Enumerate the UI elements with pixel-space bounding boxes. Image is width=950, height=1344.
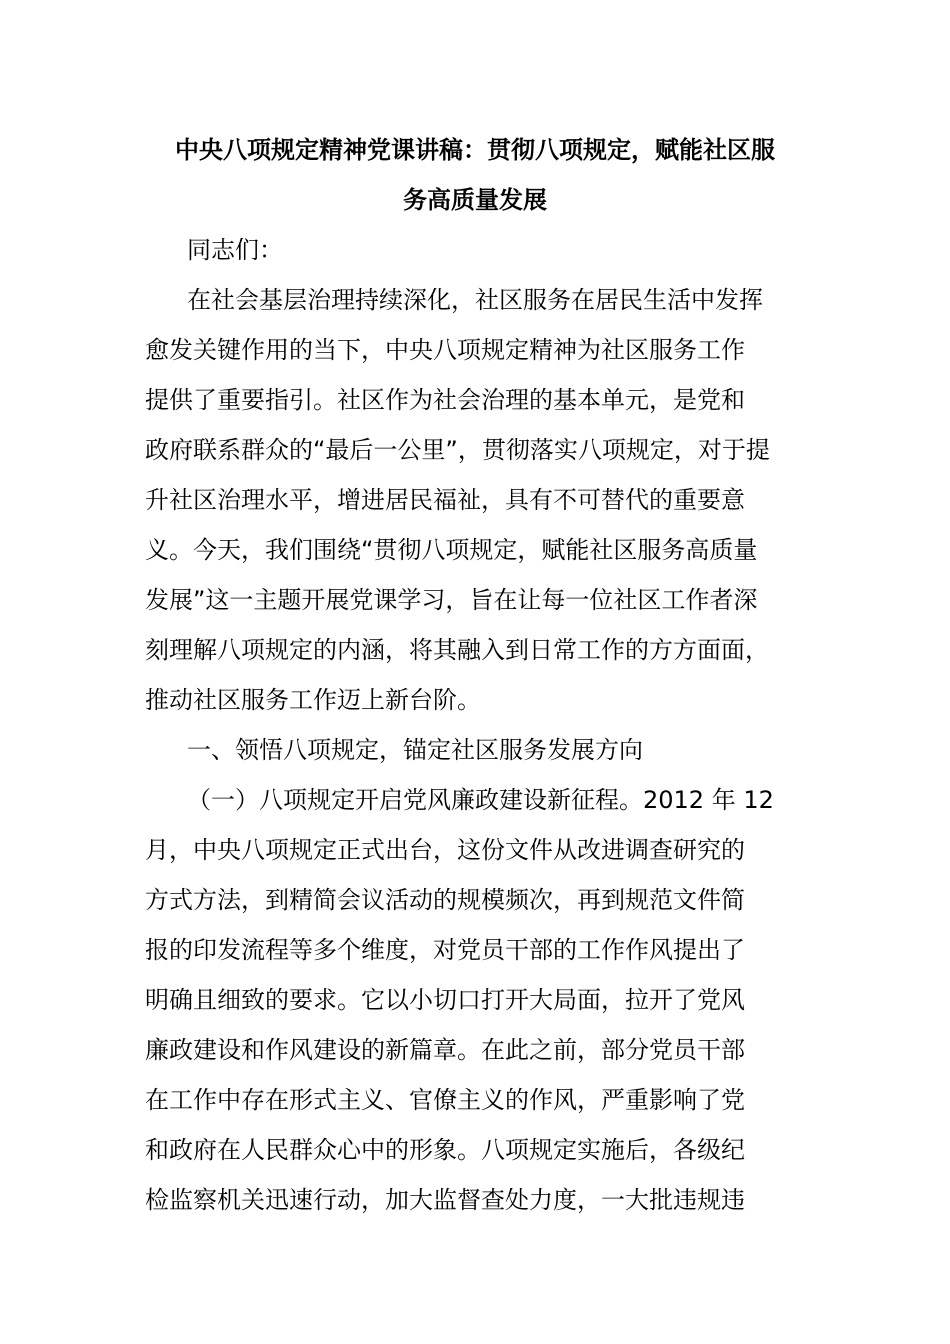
paragraph-1-line: 愈发关键作用的当下，中央八项规定精神为社区服务工作 [145, 336, 745, 364]
section-1-heading: 一、领悟八项规定，锚定社区服务发展方向 [187, 736, 643, 764]
subsection-1-line: 方式方法，到精简会议活动的规模频次，再到规范文件简 [145, 886, 745, 914]
document-title-line-1: 中央八项规定精神党课讲稿：贯彻八项规定，赋能社区服 [175, 136, 775, 164]
subsection-1-line: 检监察机关迅速行动，加大监督查处力度，一大批违规违 [145, 1186, 745, 1214]
paragraph-1-line: 在社会基层治理持续深化，社区服务在居民生活中发挥 [187, 286, 763, 314]
document-title-line-2: 务高质量发展 [403, 186, 547, 214]
paragraph-1-line: 政府联系群众的“最后一公里”，贯彻落实八项规定，对于提 [145, 436, 770, 464]
paragraph-1-line: 升社区治理水平，增进居民福祉，具有不可替代的重要意 [145, 486, 745, 514]
subsection-1-line: 在工作中存在形式主义、官僚主义的作风，严重影响了党 [145, 1086, 745, 1114]
salutation: 同志们： [187, 236, 283, 264]
subsection-1-line: （一）八项规定开启党风廉政建设新征程。2012 年 12 [187, 786, 774, 814]
paragraph-1-line: 义。今天，我们围绕“贯彻八项规定，赋能社区服务高质量 [145, 536, 758, 564]
subsection-1-line: 报的印发流程等多个维度，对党员干部的工作作风提出了 [145, 936, 745, 964]
paragraph-1-line: 发展”这一主题开展党课学习，旨在让每一位社区工作者深 [145, 586, 758, 614]
paragraph-1-line: 刻理解八项规定的内涵，将其融入到日常工作的方方面面， [145, 636, 769, 664]
subsection-1-line: 和政府在人民群众心中的形象。八项规定实施后，各级纪 [145, 1136, 745, 1164]
subsection-1-line: 月，中央八项规定正式出台，这份文件从改进调查研究的 [145, 836, 745, 864]
paragraph-1-line: 提供了重要指引。社区作为社会治理的基本单元，是党和 [145, 386, 745, 414]
subsection-1-line: 廉政建设和作风建设的新篇章。在此之前，部分党员干部 [145, 1036, 745, 1064]
paragraph-1-line: 推动社区服务工作迈上新台阶。 [145, 686, 481, 714]
subsection-1-line: 明确且细致的要求。它以小切口打开大局面，拉开了党风 [145, 986, 745, 1014]
